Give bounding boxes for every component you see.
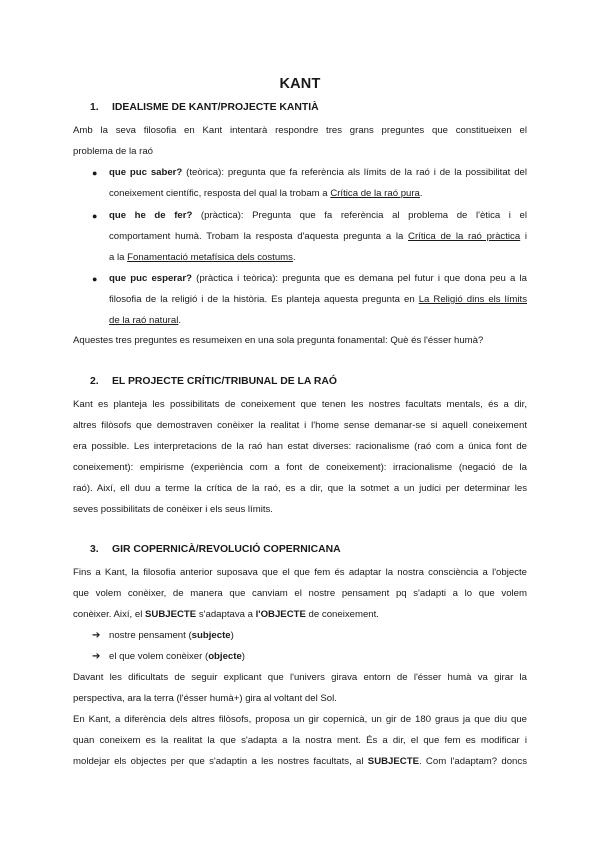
bullet-1-text: (teòrica): pregunta que fa referència als límits de la raó i de la possibilitat del xyxy=(182,167,527,178)
section-3-p1-line-2: que volem conèixer, de manera que canviam el nostre pensament pq s'adapti a lo que volem xyxy=(73,588,527,599)
arrow-1-bold: subjecte xyxy=(191,630,231,641)
section-3-p3-line-3 xyxy=(73,755,527,769)
bullet-2-text-3: a la xyxy=(109,252,128,263)
bullet-2-end-2: i xyxy=(520,231,528,242)
arrow-item-2 xyxy=(109,650,527,664)
bullet-1-end: . xyxy=(419,188,423,199)
bullet-2-text: (pràctica): Pregunta que fa referència al problema de l'ètica i el xyxy=(192,210,527,221)
section-3-p1-line-3 xyxy=(73,608,527,622)
bullet-2-end-3: . xyxy=(292,252,296,263)
bullet-1-line-2 xyxy=(109,187,527,201)
arrow-1-text: nostre pensament ( xyxy=(109,630,192,641)
objecte-bold: l'OBJECTE xyxy=(255,609,306,620)
section-3-p1-line-1: Fins a Kant, la filosofia anterior suposava que el que fem és adaptar la nostra consciència a l'objecte xyxy=(73,567,527,578)
bullet-dot-icon: ● xyxy=(92,211,98,221)
bullet-1-line-1 xyxy=(109,166,527,180)
section-2-title: EL PROJECTE CRÍTIC/TRIBUNAL DE LA RAÓ xyxy=(112,376,337,387)
arrow-right-icon: ➔ xyxy=(92,630,101,641)
book-link-religio-cont: de la raó natural xyxy=(109,315,179,326)
section-3-p2-line-2: perspectiva, ara la terra (l'ésser humà+) gira al voltant del Sol. xyxy=(73,693,337,704)
section-2-line-1: Kant es planteja les possibilitats de coneixement que tenen les nostres facultats mentals, és a dir, xyxy=(73,399,527,410)
section-1-intro-line-2: problema de la raó xyxy=(73,146,153,157)
section-2-line-3: era possible. Les interpretacions de la raó han estat diverses: racionalisme (raó com a única font de xyxy=(73,441,527,452)
book-link-critica-rao-practica: Crítica de la raó pràctica xyxy=(408,231,521,242)
section-1-intro-line-1: Amb la seva filosofia en Kant intentarà respondre tres grans preguntes que constitueixen el xyxy=(73,125,527,136)
section-1-closing: Aquestes tres preguntes es resumeixen en una sola pregunta fonamental: Què és l'ésser humà? xyxy=(73,335,484,346)
bullet-2-line-3 xyxy=(109,251,527,265)
arrow-right-icon: ➔ xyxy=(92,651,101,662)
p3-l3-a: moldejar els objectes per que s'adaptin a les nostres facultats, al xyxy=(73,756,368,767)
p1-l3-c: s'adaptava a xyxy=(196,609,256,620)
section-1-title: IDEALISME DE KANT/PROJECTE KANTIÀ xyxy=(112,102,319,113)
bullet-1-text-2: coneixement científic, resposta del qual la trobam a xyxy=(109,188,331,199)
section-3-p3-line-1: En Kant, a diferència dels altres filòsofs, proposa un gir copernicà, un gir de 180 graus ja que diu que xyxy=(73,714,527,725)
bullet-3-line-2 xyxy=(109,293,527,307)
section-2-line-2: altres filòsofs que demostraven conèixer la realitat i l'home sense demanar-se si aquell coneixement xyxy=(73,420,527,431)
arrow-item-1 xyxy=(109,629,527,643)
arrow-2-bold: objecte xyxy=(208,651,242,662)
bullet-dot-icon: ● xyxy=(92,274,98,284)
section-1-heading xyxy=(90,102,319,113)
page-title: KANT xyxy=(279,76,321,92)
section-2-line-6: seves possibilitats de conèixer i els seus límits. xyxy=(73,504,273,515)
section-3-title: GIR COPERNICÀ/REVOLUCIÓ COPERNICANA xyxy=(112,544,341,555)
book-link-religio: La Religió dins els límits xyxy=(418,294,527,305)
section-1-number: 1. xyxy=(90,102,99,113)
book-link-fonamentacio: Fonamentació metafísica dels costums xyxy=(127,252,293,263)
p1-l3-d: de coneixement. xyxy=(305,609,379,620)
p3-l3-c: . Com l'adaptam? doncs xyxy=(418,756,527,767)
bullet-3-line-1 xyxy=(109,272,527,286)
book-link-critica-rao-pura: Crítica de la raó pura xyxy=(330,188,420,199)
bullet-3-text: (pràctica i teòrica): pregunta que es demana pel futur i que dona peu a la xyxy=(191,273,527,284)
section-3-p2-line-1: Davant les dificultats de seguir explicant que l'univers girava entorn de l'ésser humà va girar la xyxy=(73,672,527,683)
section-2-line-5: raó). Així, ell duu a terme la crítica de la raó, es a dir, que la sotmet a un judici per determinar les xyxy=(73,483,527,494)
question-2: que he de fer? xyxy=(109,210,193,221)
p1-l3-a: conèixer. Així, el xyxy=(73,609,145,620)
section-3-number: 3. xyxy=(90,544,99,555)
section-2-heading xyxy=(90,376,337,387)
bullet-3-end: . xyxy=(178,315,182,326)
bullet-3-text-2: filosofia de la religió i de la història. Es planteja aquesta pregunta en xyxy=(109,294,419,305)
section-2-number: 2. xyxy=(90,376,99,387)
question-1: que puc saber? xyxy=(109,167,183,178)
arrow-2-end: ) xyxy=(241,651,245,662)
question-3: que puc esperar? xyxy=(109,273,192,284)
arrow-1-end: ) xyxy=(230,630,234,641)
bullet-2-text-2: comportament humà. Trobam la resposta d'aquesta pregunta a la xyxy=(109,231,409,242)
bullet-2-line-1 xyxy=(109,209,527,223)
section-3-heading xyxy=(90,544,341,555)
bullet-3-line-3 xyxy=(109,314,527,328)
section-2-line-4: coneixement): empirisme (experiència com a font de coneixement): irracionalisme (negació de la xyxy=(73,462,527,473)
subjecte-bold: SUBJECTE xyxy=(145,609,197,620)
section-3-p3-line-2: quan coneixem es la realitat la que s'adapta a la nostra ment. És a dir, el que fem es modificar i xyxy=(73,735,527,746)
bullet-dot-icon: ● xyxy=(92,168,98,178)
bullet-2-line-2 xyxy=(109,230,527,244)
subjecte-bold-2: SUBJECTE xyxy=(367,756,419,767)
arrow-2-text: el que volem conèixer ( xyxy=(109,651,209,662)
